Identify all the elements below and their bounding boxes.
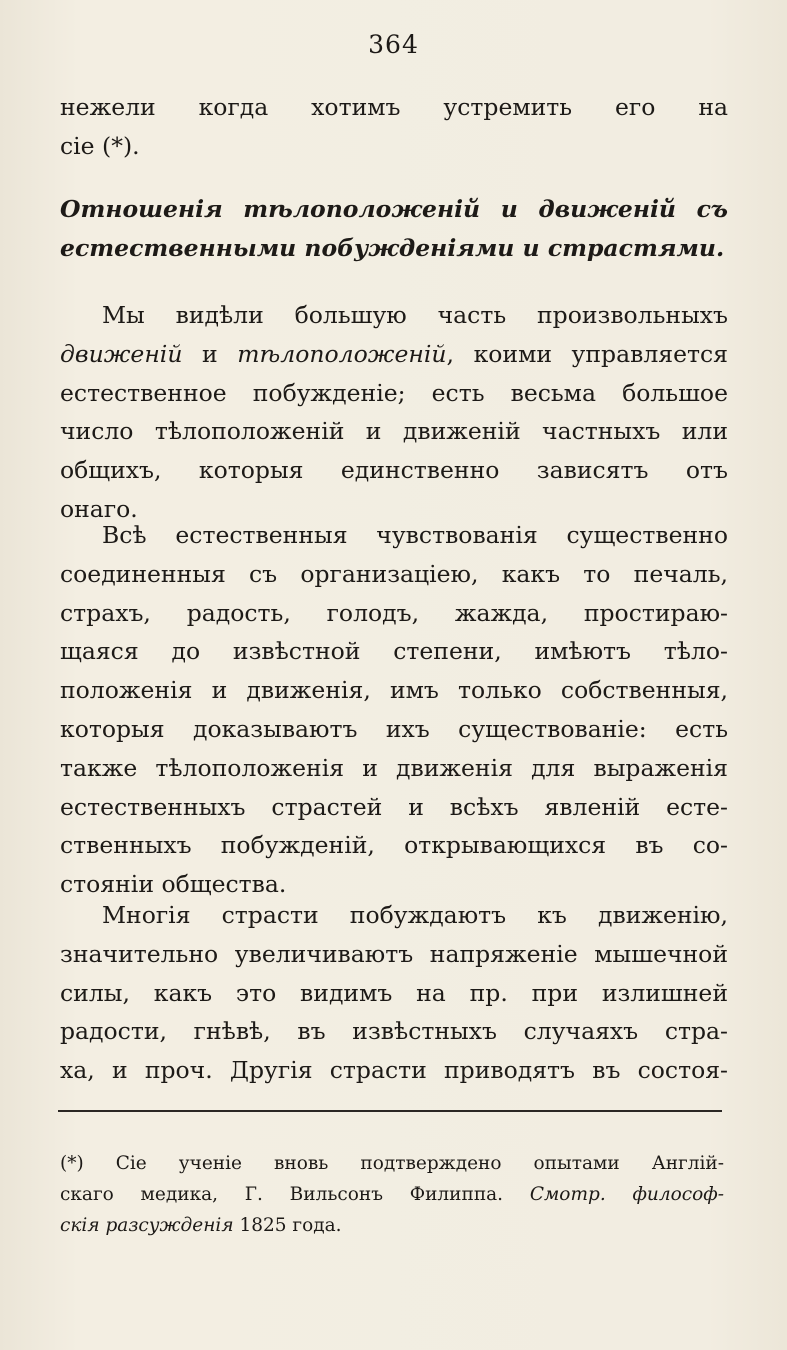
paragraph-1 bbox=[60, 296, 728, 529]
footnote-divider bbox=[58, 1110, 722, 1112]
text-fragment: , коими управляется bbox=[446, 339, 728, 368]
paragraph-3 bbox=[60, 896, 728, 1090]
text-line: ственныхъ побужденій, открывающихся въ со- bbox=[60, 831, 728, 860]
text-line: значительно увеличиваютъ напряженіе мышечной bbox=[60, 939, 728, 968]
text-line: естественное побужденіе; есть весьма большое bbox=[60, 378, 728, 407]
footnote-line bbox=[60, 1179, 724, 1210]
italic-term: движеній bbox=[60, 339, 183, 368]
text-fragment: скаго медика, Г. Вильсонъ Филиппа. bbox=[60, 1184, 504, 1205]
text-line: радости, гнѣвѣ, въ извѣстныхъ случаяхъ стра- bbox=[60, 1017, 728, 1046]
text-line: также тѣлоположенія и движенія для выраженія bbox=[60, 753, 728, 782]
text-line: нежели когда хотимъ устремить его на bbox=[60, 93, 728, 121]
paragraph-2 bbox=[60, 516, 728, 904]
footnote-line bbox=[60, 1210, 724, 1241]
text-line: онаго. bbox=[60, 494, 138, 523]
intro-text bbox=[60, 88, 728, 166]
text-line: естественныхъ страстей и всѣхъ явленій есте- bbox=[60, 792, 728, 821]
section-heading bbox=[60, 190, 728, 268]
heading-line: естественными побужденіями и страстями. bbox=[60, 233, 725, 262]
text-line: Мы видѣли большую часть произвольныхъ bbox=[102, 301, 728, 329]
text-line: сіе (*). bbox=[60, 131, 140, 160]
text-line: силы, какъ это видимъ на пр. при излишней bbox=[60, 978, 728, 1007]
italic-term: тѣлоположеній bbox=[237, 339, 447, 368]
text-line: щаяся до извѣстной степени, имѣютъ тѣло- bbox=[60, 637, 728, 666]
text-line: ха, и проч. Другія страсти приводятъ въ состоя- bbox=[60, 1056, 728, 1085]
page-number: 364 bbox=[368, 30, 419, 59]
text-line: число тѣлоположеній и движеній частныхъ или bbox=[60, 417, 728, 446]
footnote bbox=[60, 1148, 724, 1241]
italic-term: скія разсужденія bbox=[60, 1215, 234, 1236]
text-line: соединенныя съ организаціею, какъ то печаль, bbox=[60, 559, 728, 588]
text-fragment: и bbox=[202, 339, 218, 368]
text-line: Многія страсти побуждаютъ къ движенію, bbox=[102, 901, 728, 929]
text-fragment: 1825 года. bbox=[239, 1215, 342, 1236]
text-line: страхъ, радость, голодъ, жажда, простираю- bbox=[60, 598, 728, 627]
text-line: стояніи общества. bbox=[60, 870, 287, 899]
text-line bbox=[60, 335, 728, 374]
text-line: общихъ, которыя единственно зависятъ отъ bbox=[60, 456, 728, 485]
text-line: которыя доказываютъ ихъ существованіе: есть bbox=[60, 714, 728, 743]
italic-term: Смотр. философ- bbox=[529, 1184, 724, 1205]
text-line: положенія и движенія, имъ только собственныя, bbox=[60, 676, 728, 705]
text-line: Всѣ естественныя чувствованія существенно bbox=[102, 521, 728, 549]
footnote-line: (*) Сіе ученіе вновь подтверждено опытами Англій- bbox=[60, 1153, 724, 1174]
heading-line: Отношенія тѣлоположеній и движеній съ bbox=[60, 195, 728, 223]
